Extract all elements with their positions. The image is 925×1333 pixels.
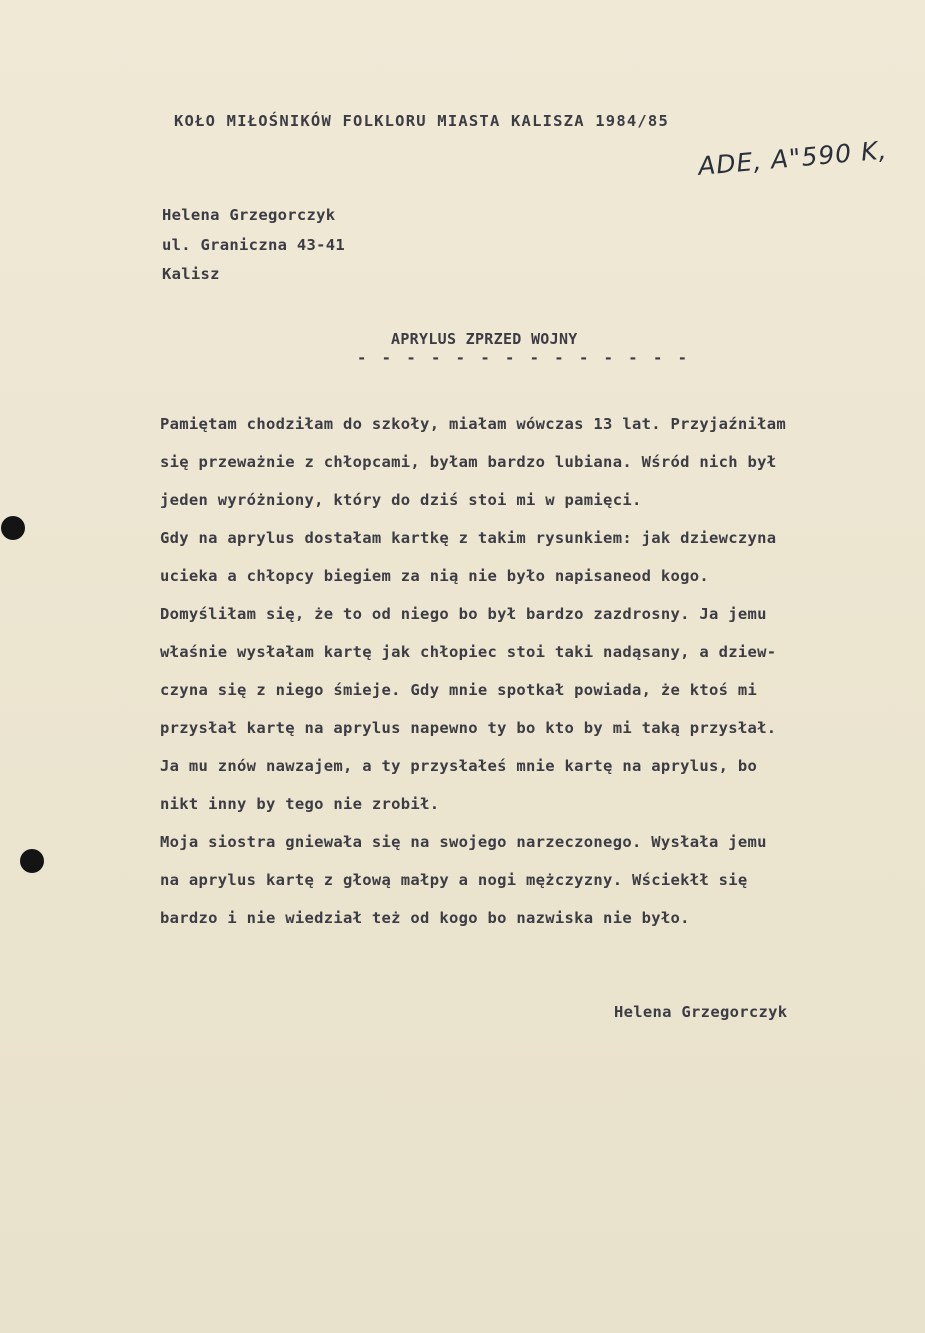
- body-line: jeden wyróżniony, który do dziś stoi mi w pamięci.: [160, 491, 642, 509]
- document-title: APRYLUS ZPRZED WOJNY: [391, 330, 578, 348]
- body-line: przysłał kartę na aprylus napewno ty bo kto by mi taką przysłał.: [160, 719, 777, 737]
- body-line: się przeważnie z chłopcami, byłam bardzo lubiana. Wśród nich był: [160, 453, 777, 471]
- body-line: Gdy na aprylus dostałam kartkę z takim rysunkiem: jak dziewczyna: [160, 529, 777, 547]
- organization-header: KOŁO MIŁOŚNIKÓW FOLKLORU MIASTA KALISZA 1984/85: [174, 112, 669, 130]
- body-line: właśnie wysłałam kartę jak chłopiec stoi taki nadąsany, a dziew-: [160, 643, 777, 661]
- title-underline: - - - - - - - - - - - - - -: [357, 349, 690, 367]
- address-name: Helena Grzegorczyk: [162, 206, 336, 224]
- address-city: Kalisz: [162, 265, 220, 283]
- address-street: ul. Graniczna 43-41: [162, 236, 346, 254]
- body-line: Domyśliłam się, że to od niego bo był bardzo zazdrosny. Ja jemu: [160, 605, 767, 623]
- signature: Helena Grzegorczyk: [614, 1003, 788, 1021]
- body-line: Pamiętam chodziłam do szkoły, miałam wówczas 13 lat. Przyjaźniłam: [160, 415, 787, 433]
- body-line: ucieka a chłopcy biegiem za nią nie było napisaneod kogo.: [160, 567, 710, 585]
- body-line: na aprylus kartę z głową małpy a nogi mężczyzny. Wściekłł się: [160, 871, 748, 889]
- punch-hole-bottom: [20, 849, 44, 873]
- body-line: Moja siostra gniewała się na swojego narzeczonego. Wysłała jemu: [160, 833, 767, 851]
- body-line: nikt inny by tego nie zrobił.: [160, 795, 440, 813]
- body-line: Ja mu znów nawzajem, a ty przysłałeś mnie kartę na aprylus, bo: [160, 757, 758, 775]
- body-line: bardzo i nie wiedział też od kogo bo nazwiska nie było.: [160, 909, 690, 927]
- body-line: czyna się z niego śmieje. Gdy mnie spotkał powiada, że ktoś mi: [160, 681, 758, 699]
- archive-handwritten-mark: ADE, A"590 K,: [697, 135, 889, 181]
- punch-hole-top: [1, 516, 25, 540]
